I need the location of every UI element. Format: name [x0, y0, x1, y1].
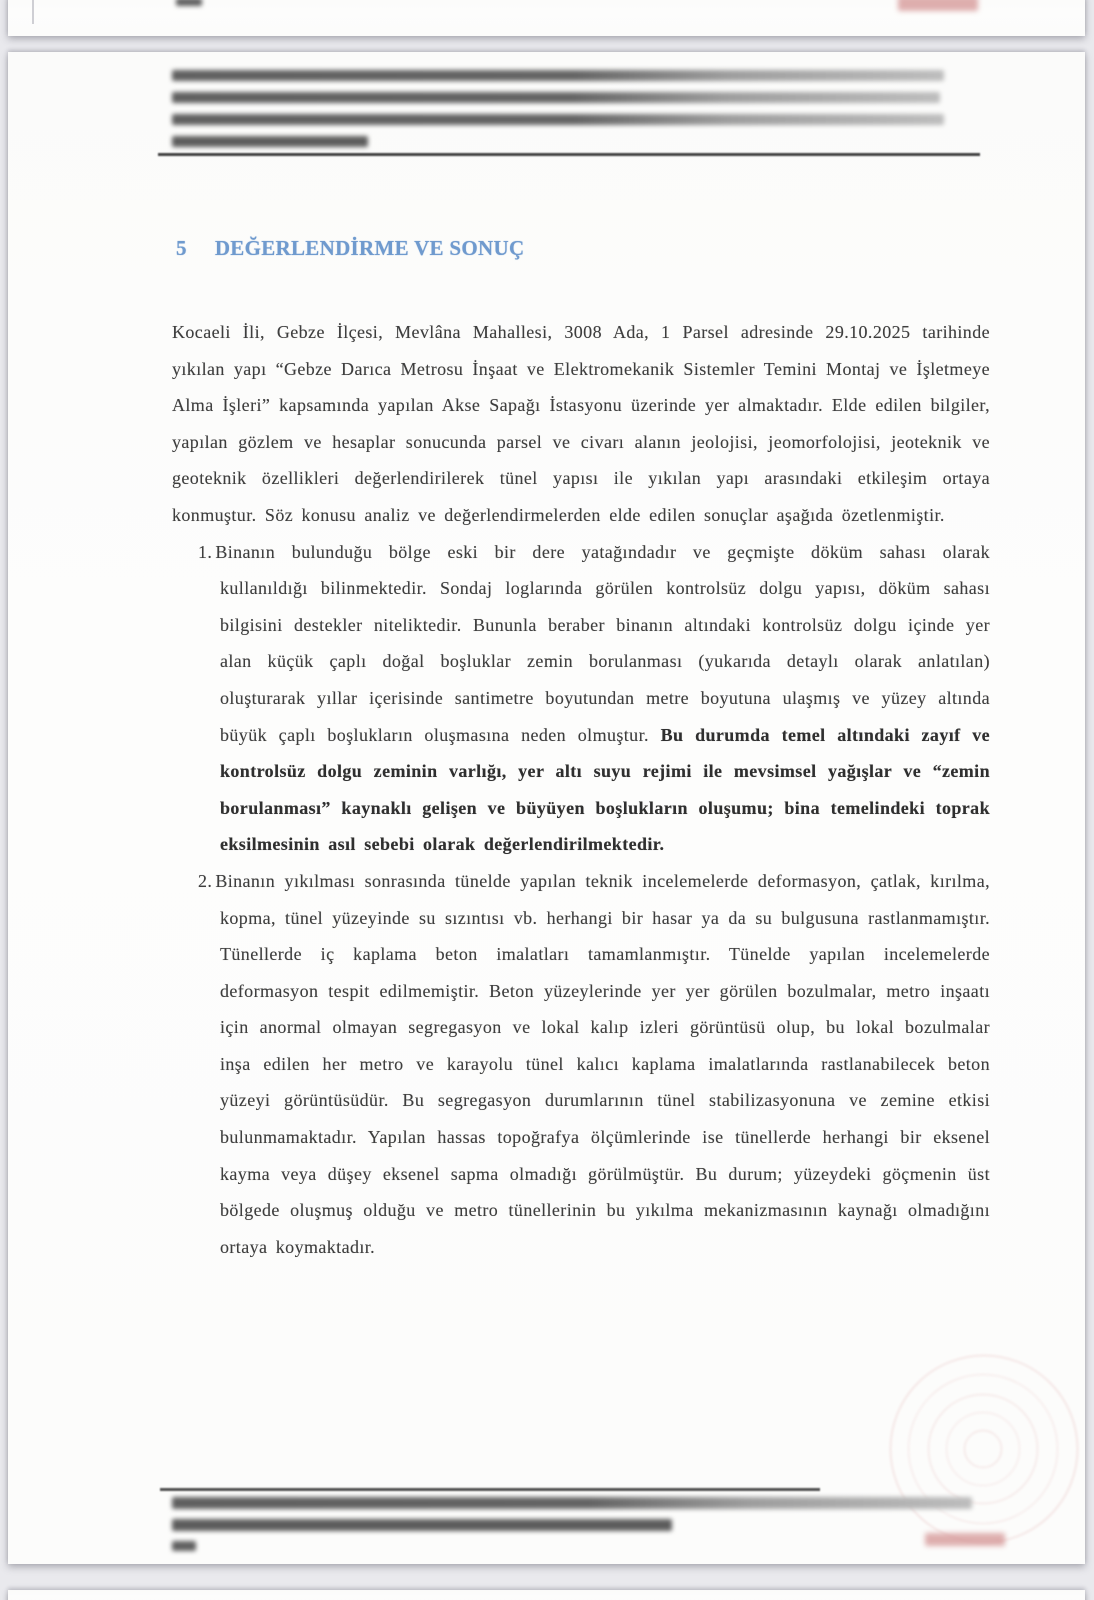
previous-page-edge — [8, 0, 1085, 36]
finding-number: 2. — [198, 870, 213, 891]
next-page-edge — [8, 1590, 1085, 1600]
redacted-footer-line — [172, 1519, 672, 1531]
section-heading — [176, 236, 524, 261]
footer-divider-line — [160, 1488, 820, 1491]
report-page — [8, 52, 1085, 1564]
stamp-watermark — [890, 1355, 1080, 1545]
report-body — [172, 314, 990, 1265]
findings-list — [172, 534, 990, 1266]
redacted-text-line — [172, 114, 944, 125]
redacted-footer-line — [172, 1497, 972, 1509]
finding-item-1 — [172, 534, 990, 863]
finding-item-2 — [172, 863, 990, 1266]
redacted-date-stamp — [925, 1533, 1005, 1546]
finding-text: Binanın bulunduğu bölge eski bir dere yatağındadır ve geçmişte döküm sahası olarak kullanıldığı bilinmektedir. Sondaj loglarında görülen kontrolsüz dolgu yapısı, döküm sahası bilgisini destekler niteliktedir. Bununla beraber binanın altındaki kontrolsüz dolgu içinde yer alan küçük çaplı doğal boşluklar zemin borulanması (yukarıda detaylı olarak anlatılan) oluşturarak yıllar içerisinde santimetre boyutundan metre boyutuna ulaşmış ve yüzey altında büyük çaplı boşlukların oluşmasına neden olmuştur. — [215, 541, 990, 745]
stamp-ring — [964, 1430, 1002, 1468]
finding-text: Binanın yıkılması sonrasında tünelde yapılan teknik incelemelerde deformasyon, çatlak, kırılma, kopma, tünel yüzeyinde su sızıntısı vb. herhangi bir hasar ya da su bulgusuna rastlanmamıştır. Tünellerde iç kaplama beton imalatları tamamlanmıştır. Tünelde yapılan incelemelerde deformasyon tespit edilmemiştir. Beton yüzeylerinde yer yer görülen bozulmalar, metro inşaatı için anormal olmayan segregasyon ve lokal kalıp izleri görüntüsü olup, bu lokal bozulmalar inşa edilen her metro ve karayolu tünel kalıcı kaplama imalatlarında rastlanabilecek beton yüzeyi görüntüsüdür. Bu segregasyon durumlarının tünel stabilizasyonuna ve zemine etkisi bulunmamaktadır. Yapılan hassas topoğrafya ölçümlerinde ise tünellerde herhangi bir eksenel kayma veya düşey eksenel sapma olmadığı görülmüştür. Bu durum; yüzeydeki göçmenin üst bölgede oluşmuş olduğu ve metro tünellerinin bu yıkılma mekanizmasının kaynağı olmadığını ortaya koymaktadır. — [215, 870, 990, 1257]
finding-number: 1. — [198, 541, 213, 562]
redacted-page-number — [172, 1541, 196, 1551]
redacted-page-number — [176, 0, 202, 6]
intro-paragraph: Kocaeli İli, Gebze İlçesi, Mevlâna Mahallesi, 3008 Ada, 1 Parsel adresinde 29.10.2025 tarihinde yıkılan yapı “Gebze Darıca Metrosu İnşaat ve Elektromekanik Sistemler Temini Montaj ve İşletmeye Alma İşleri” kapsamında yapılan Akse Sapağı İstasyonu üzerinde yer almaktadır. Elde edilen bilgiler, yapılan gözlem ve hesaplar sonucunda parsel ve civarı alanın jeolojisi, jeomorfolojisi, jeoteknik ve geoteknik özellikleri değerlendirilerek tünel yapısı ile yıkılan yapı arasındaki etkileşim ortaya konmuştur. Söz konusu analiz ve değerlendirmelerden elde edilen sonuçlar aşağıda özetlenmiştir. — [172, 322, 990, 525]
redacted-text-line — [172, 70, 944, 81]
section-number: 5 — [176, 236, 187, 260]
section-title: DEĞERLENDİRME VE SONUÇ — [214, 236, 525, 260]
redacted-text-line — [172, 92, 940, 103]
redacted-text-line — [172, 136, 368, 147]
redacted-stamp-fragment — [898, 0, 978, 11]
header-divider-line — [158, 153, 980, 156]
finding-bold-conclusion: Bu durumda temel altındaki zayıf ve kontrolsüz dolgu zeminin varlığı, yer altı suyu rejimi ile mevsimsel yağışlar ve “zemin borulanması” kaynaklı gelişen ve büyüyen boşlukların oluşumu; bina temelindeki toprak eksilmesinin asıl sebebi olarak değerlendirilmektedir. — [220, 724, 990, 855]
scan-artifact-line — [32, 0, 34, 24]
